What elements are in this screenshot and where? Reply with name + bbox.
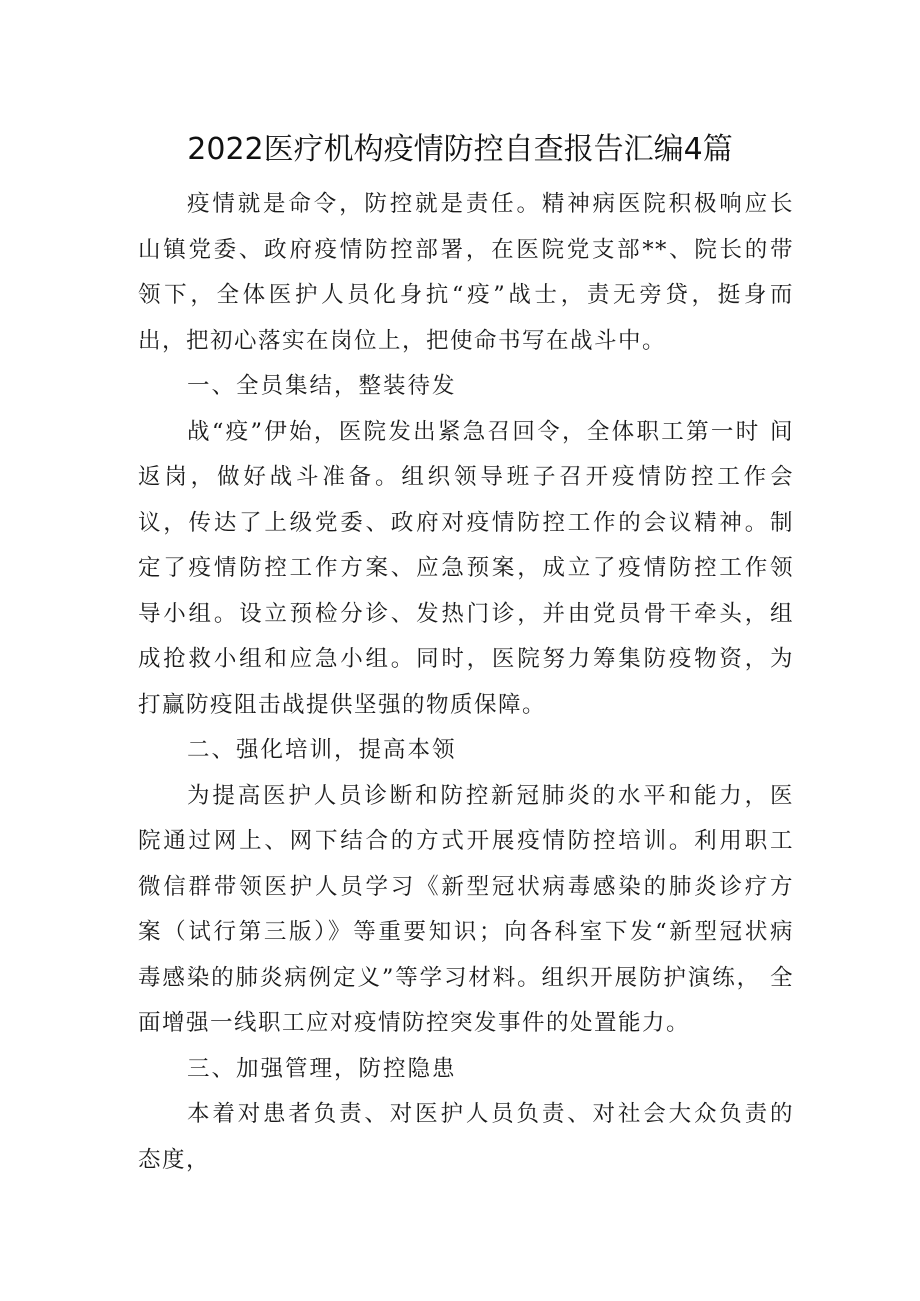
document-body: [138, 182, 794, 1183]
section-heading-3: 三、加强管理，防控隐患: [187, 1055, 457, 1082]
section-heading-2: 二、强化培训，提高本领: [187, 737, 457, 763]
paragraph-section-3: 本着对患者负责、对医护人员负责、对社会大众负责的 态度，: [138, 1101, 794, 1173]
paragraph-section-1: 战“疫”伊始，医院发出紧急召回令，全体职工第一时 间返岗，做好战斗准备。组织领导班子召开疫情防控工作会 议，传达了上级党委、政府对疫情防控工作的会议精神。制 定了疫情防控工作方案、应急预案，成立了疫情防控工作领 导小组。设立预检分诊、发热门诊，并由党员骨干牵头，组 成抢救小组和应急小组。同时，医院努力筹集防疫物资，为 打赢防疫阻击战提供坚强的物质保障。: [138, 418, 794, 718]
paragraph-section-2: 为提高医护人员诊断和防控新冠肺炎的水平和能力，医 院通过网上、网下结合的方式开展疫情防控培训。利用职工 微信群带领医护人员学习《新型冠状病毒感染的肺炎诊疗方 案（试行第三版）》等重要知识；向各科室下发“新型冠状病 毒感染的肺炎病例定义”等学习材料。组织开展防护演练， 全面增强一线职工应对疫情防控突发事件的处置能力。: [138, 782, 794, 1036]
section-heading-1: 一、全员集结，整装待发: [187, 373, 457, 399]
document-title: 2022医疗机构疫情防控自查报告汇编4篇: [187, 132, 733, 167]
paragraph-intro: 疫情就是命令，防控就是责任。精神病医院积极响应长 山镇党委、政府疫情防控部署，在医院党支部**、院长的带 领下，全体医护人员化身抗“疫”战士，责无旁贷，挺身而 出，把初心落实在岗位上，把使命书写在战斗中。: [138, 191, 794, 354]
